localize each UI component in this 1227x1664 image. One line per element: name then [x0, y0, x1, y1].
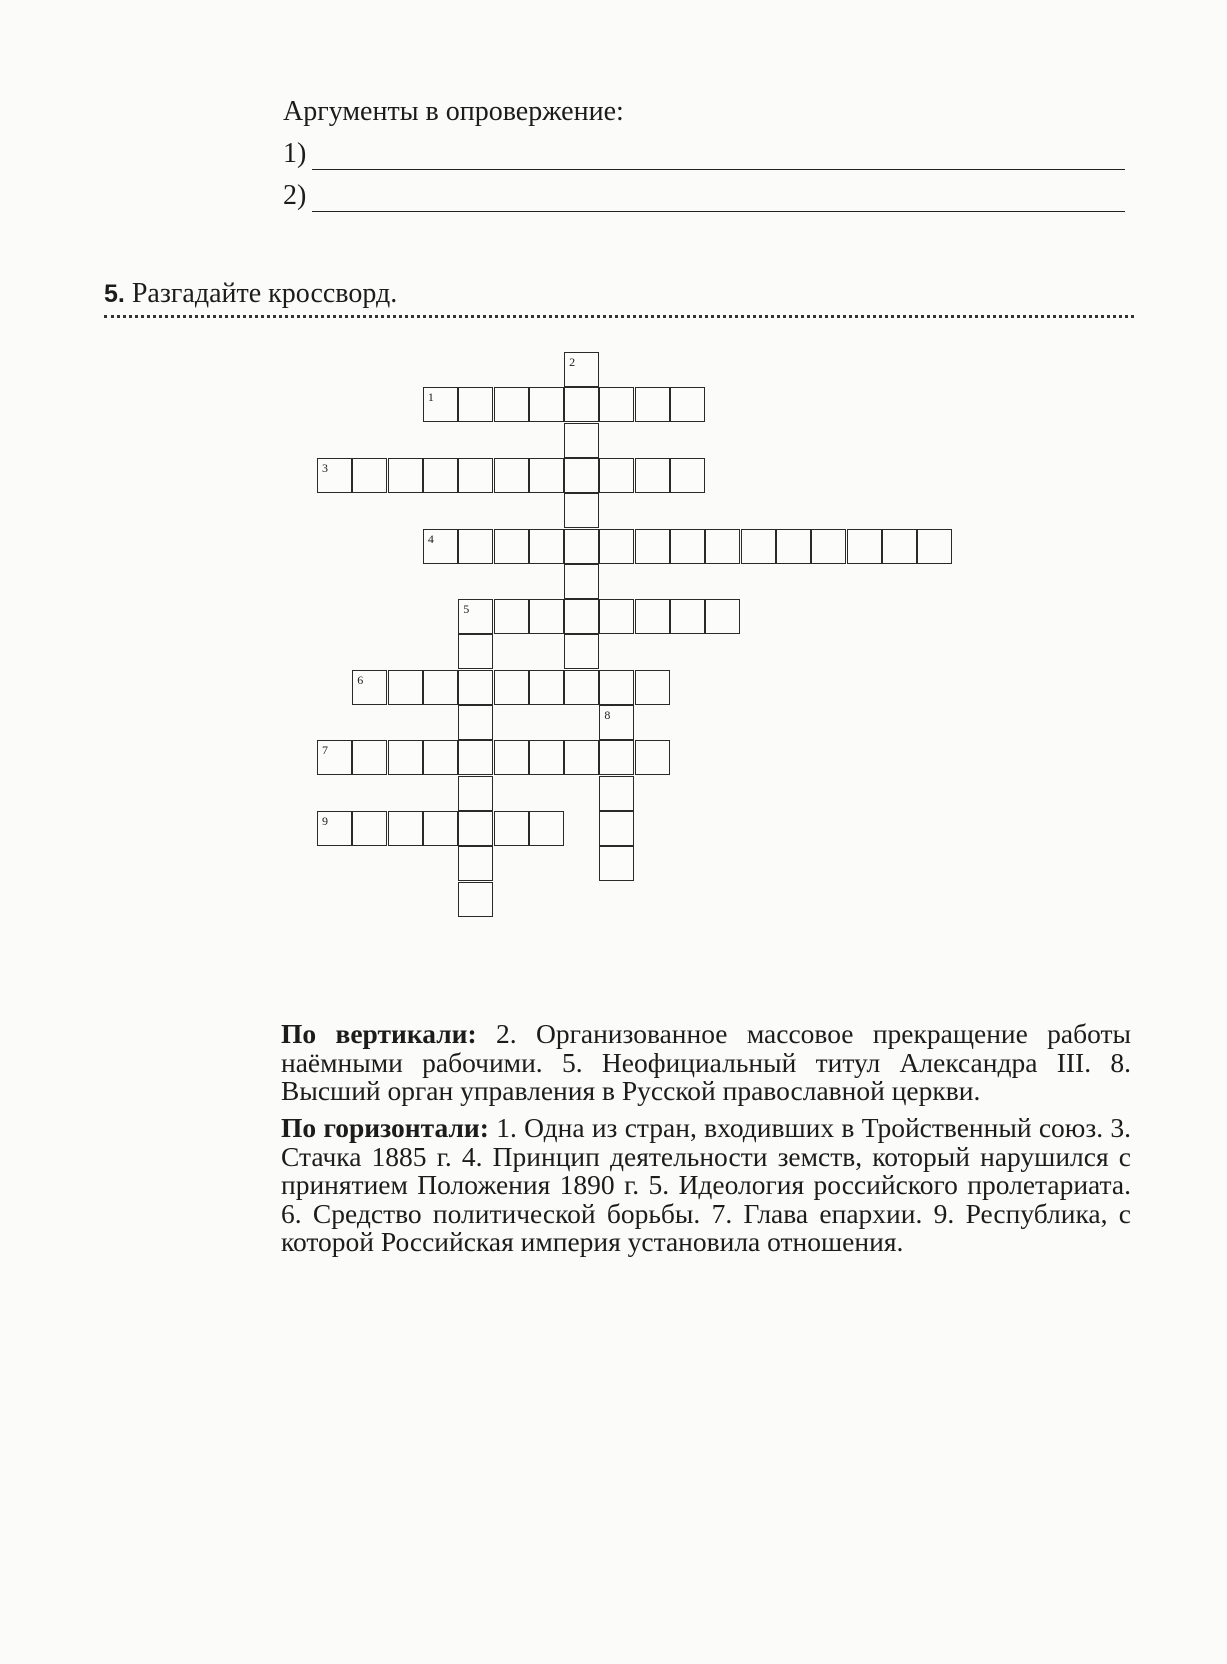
crossword-cell[interactable] [494, 458, 529, 493]
crossword-cell[interactable] [635, 458, 670, 493]
clue-number: 2 [569, 355, 576, 369]
crossword-cell[interactable] [317, 740, 352, 775]
crossword-cell[interactable] [352, 811, 387, 846]
crossword-cell[interactable] [635, 529, 670, 564]
clue-number: 7 [322, 743, 328, 758]
crossword-cell[interactable] [352, 670, 387, 705]
crossword-cell[interactable] [670, 387, 705, 422]
crossword-cell[interactable] [564, 352, 599, 387]
clues-vertical [281, 1020, 1131, 1106]
clue-number: 6 [357, 672, 364, 687]
clues-horizontal [281, 1114, 1131, 1257]
crossword-cell[interactable] [317, 458, 352, 493]
crossword-cell[interactable] [564, 634, 599, 669]
crossword-cell[interactable] [529, 529, 564, 564]
arguments-title: Аргументы в опровержение: [283, 96, 624, 127]
clue-number: 4 [427, 531, 434, 546]
crossword-cell[interactable] [529, 387, 564, 422]
crossword-cell[interactable] [776, 529, 811, 564]
crossword-cell[interactable] [705, 529, 740, 564]
crossword-cell[interactable] [423, 811, 458, 846]
crossword-cell[interactable] [705, 599, 740, 634]
crossword-cell[interactable] [670, 529, 705, 564]
crossword-cell[interactable] [670, 458, 705, 493]
crossword-cell[interactable] [317, 811, 352, 846]
crossword-cell[interactable] [458, 634, 493, 669]
crossword-cell[interactable] [458, 740, 493, 775]
crossword-cell[interactable] [811, 529, 846, 564]
crossword-cell[interactable] [635, 670, 670, 705]
crossword-cell[interactable] [635, 387, 670, 422]
crossword-cell[interactable] [494, 387, 529, 422]
task-text: Разгадайте кроссворд. [131, 278, 398, 309]
clues-horizontal-text: 1. Одна из стран, входивших в Тройственный союз. 3. Стачка 1885 г. 4. Принцип деятельности земств, который нарушился с принятием Положения 1890 г. 5. Идеология российского пролетариата. 6. Средство политической борьбы. 7. Глава епархии. 9. Республика, с которой Российская империя установила отношения. [281, 1112, 1132, 1257]
clue-number: 8 [604, 708, 611, 722]
crossword-cell[interactable] [458, 670, 493, 705]
crossword-cell[interactable] [388, 740, 423, 775]
crossword-cell[interactable] [529, 458, 564, 493]
crossword-cell[interactable] [564, 423, 599, 458]
crossword-cell[interactable] [599, 776, 634, 811]
crossword-cell[interactable] [564, 387, 599, 422]
crossword-cell[interactable] [494, 670, 529, 705]
crossword-cell[interactable] [458, 705, 493, 740]
crossword-cell[interactable] [494, 529, 529, 564]
crossword-cell[interactable] [458, 599, 493, 634]
crossword-cell[interactable] [564, 564, 599, 599]
crossword-cell[interactable] [599, 846, 634, 881]
answer-line[interactable] [312, 189, 1125, 212]
task-number: 5. [104, 280, 125, 308]
task-heading [104, 278, 397, 310]
crossword-cell[interactable] [458, 387, 493, 422]
crossword-cell[interactable] [458, 811, 493, 846]
clue-number: 9 [322, 813, 328, 828]
crossword-cell[interactable] [458, 458, 493, 493]
crossword-cell[interactable] [458, 846, 493, 881]
crossword-cell[interactable] [458, 776, 493, 811]
dotted-divider [104, 315, 1134, 318]
crossword-cell[interactable] [564, 458, 599, 493]
crossword-cell[interactable] [529, 599, 564, 634]
crossword-cell[interactable] [423, 740, 458, 775]
crossword-cell[interactable] [529, 811, 564, 846]
crossword-cell[interactable] [458, 529, 493, 564]
crossword-cell[interactable] [388, 458, 423, 493]
clue-number: 1 [427, 390, 434, 405]
crossword-cell[interactable] [599, 458, 634, 493]
argument-number: 2) [283, 180, 307, 211]
crossword-cell[interactable] [917, 529, 952, 564]
crossword-cell[interactable] [423, 670, 458, 705]
crossword-cell[interactable] [599, 670, 634, 705]
crossword-cell[interactable] [388, 670, 423, 705]
clues-vertical-label: По вертикали: [281, 1018, 477, 1049]
crossword-cell[interactable] [564, 670, 599, 705]
argument-number: 1) [283, 138, 307, 169]
crossword-cell[interactable] [599, 529, 634, 564]
crossword-cell[interactable] [564, 599, 599, 634]
crossword-cell[interactable] [388, 811, 423, 846]
crossword-cell[interactable] [882, 529, 917, 564]
crossword-cell[interactable] [529, 740, 564, 775]
crossword-cell[interactable] [564, 493, 599, 528]
crossword-cell[interactable] [635, 740, 670, 775]
crossword-cell[interactable] [670, 599, 705, 634]
crossword-cell[interactable] [564, 740, 599, 775]
clues-horizontal-label: По горизонтали: [281, 1112, 489, 1143]
crossword-cell[interactable] [423, 387, 458, 422]
crossword-cell[interactable] [599, 599, 634, 634]
crossword-cell[interactable] [352, 740, 387, 775]
crossword-cell[interactable] [599, 740, 634, 775]
crossword-cell[interactable] [599, 811, 634, 846]
crossword-cell[interactable] [529, 670, 564, 705]
clue-number: 5 [463, 602, 470, 617]
clue-number: 3 [322, 460, 328, 475]
crossword-cell[interactable] [599, 387, 634, 422]
crossword-cell[interactable] [847, 529, 882, 564]
answer-line[interactable] [312, 147, 1125, 170]
crossword-cell[interactable] [494, 811, 529, 846]
clues-vertical-text: 2. Организованное массовое прекращение работы наёмными рабочими. 5. Неофициальный титул Александра III. 8. Высший орган управления в Русской православной церкви. [281, 1018, 1132, 1106]
crossword-cell[interactable] [741, 529, 776, 564]
crossword-cell[interactable] [564, 529, 599, 564]
crossword-cell[interactable] [352, 458, 387, 493]
argument-line-1[interactable] [283, 138, 1125, 170]
crossword-cell[interactable] [423, 458, 458, 493]
crossword-cell[interactable] [494, 599, 529, 634]
crossword-cell[interactable] [635, 599, 670, 634]
crossword-cell[interactable] [458, 882, 493, 917]
crossword-cell[interactable] [494, 740, 529, 775]
argument-line-2[interactable] [283, 180, 1125, 212]
crossword-cell[interactable] [423, 529, 458, 564]
crossword-cell[interactable] [599, 705, 634, 740]
